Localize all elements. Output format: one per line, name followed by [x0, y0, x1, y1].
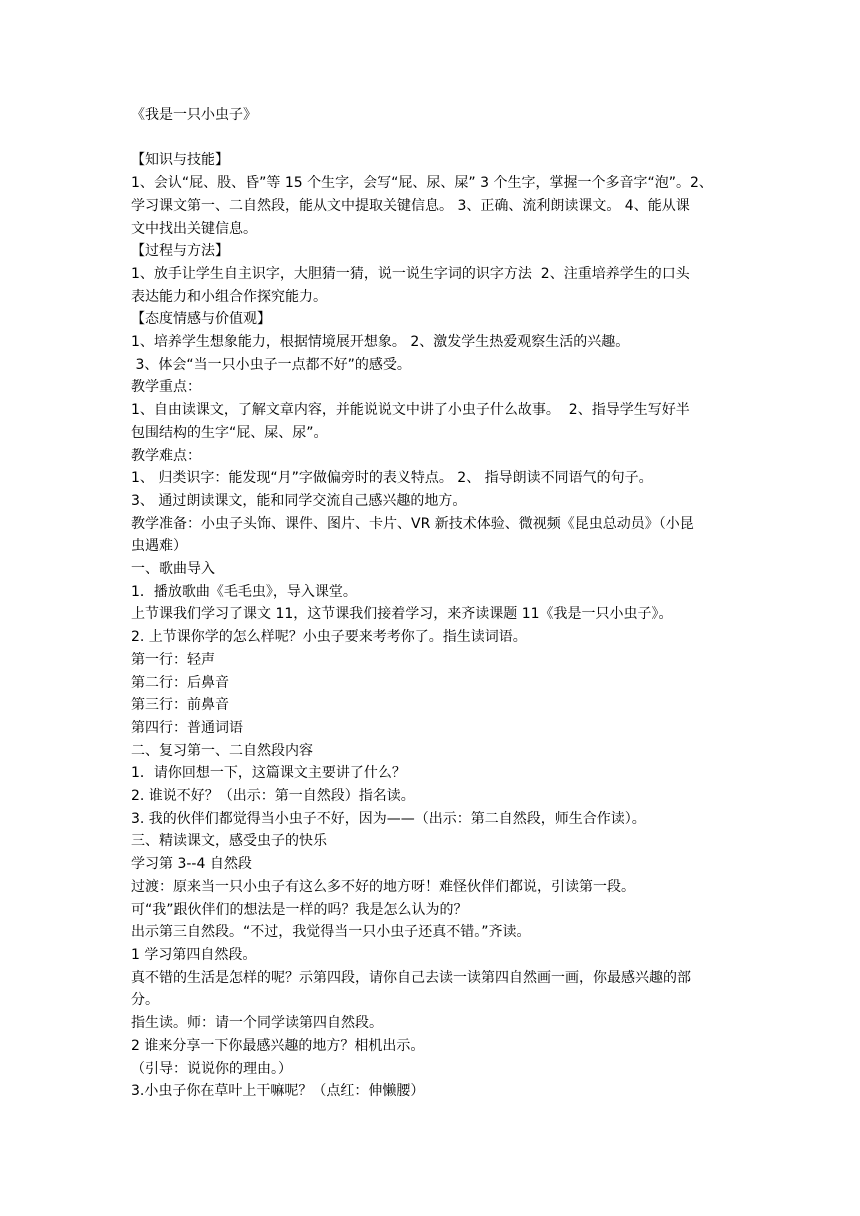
document-body	[131, 149, 731, 1103]
text-line: 分。	[131, 992, 159, 1009]
text-line: 包围结构的生字“屁、屎、尿”。	[131, 424, 328, 441]
text-line: 第三行：前鼻音	[131, 697, 229, 714]
text-line: 1、 归类识字：能发现“月”字做偏旁时的表义特点。 2、 指导朗读不同语气的句子。	[131, 470, 653, 487]
text-line: 第一行：轻声	[131, 651, 215, 668]
text-line: 第二行：后鼻音	[131, 674, 229, 691]
text-line: 1．请你回想一下，这篇课文主要讲了什么？	[131, 765, 406, 782]
text-line: 1、会认“屁、股、昏”等 15 个生字，会写“屁、尿、屎” 3 个生字，掌握一个多音字“泡”。2、	[131, 175, 713, 192]
text-line: 【知识与技能】	[131, 152, 229, 169]
text-line: 1 学习第四自然段。	[131, 947, 257, 963]
spacer	[131, 127, 731, 150]
text-line: 学习课文第一、二自然段，能从文中提取关键信息。 3、正确、流利朗读课文。 4、能从课	[131, 197, 690, 214]
text-line: 教学难点：	[131, 447, 201, 464]
text-line: 2. 谁说不好？（出示：第一自然段）指名读。	[131, 788, 415, 805]
text-line: 3.小虫子你在草叶上干嘛呢？（点红：伸懒腰）	[131, 1083, 425, 1100]
text-line: 出示第三自然段。“不过，我觉得当一只小虫子还真不错。”齐读。	[131, 924, 531, 941]
text-line: 三、精读课文，感受虫子的快乐	[131, 833, 327, 850]
text-line: 二、复习第一、二自然段内容	[131, 742, 313, 759]
text-line: 【态度情感与价值观】	[131, 311, 271, 328]
text-line: （引导：说说你的理由。）	[131, 1060, 292, 1077]
text-line: 【过程与方法】	[131, 243, 229, 260]
text-line: 虫遇难）	[131, 538, 187, 555]
text-line: 3. 我的伙伴们都觉得当小虫子不好，因为——（出示：第二自然段，师生合作读）。	[131, 810, 646, 827]
text-line: 文中找出关键信息。	[131, 220, 257, 237]
text-line: 3、 通过朗读课文，能和同学交流自己感兴趣的地方。	[131, 492, 467, 509]
text-line: 可“我”跟伙伴们的想法是一样的吗？我是怎么认为的？	[131, 901, 468, 918]
text-line: 教学重点：	[131, 379, 201, 396]
text-line: 1、放手让学生自主识字，大胆猜一猜，说一说生字词的识字方法 2、注重培养学生的口头	[131, 265, 690, 282]
text-line: 学习第 3--4 自然段	[131, 856, 252, 873]
text-line: 一、歌曲导入	[131, 561, 215, 578]
text-line: 第四行：普通词语	[131, 719, 243, 736]
text-line: 2 谁来分享一下你最感兴趣的地方？相机出示。	[131, 1037, 425, 1054]
text-line: 1．播放歌曲《毛毛虫》，导入课堂。	[131, 583, 357, 600]
text-line: 1、自由读课文，了解文章内容，并能说说文中讲了小虫子什么故事。 2、指导学生写好半	[131, 402, 690, 419]
text-line: 指生读。师：请一个同学读第四自然段。	[131, 1015, 383, 1032]
text-line: 上节课我们学习了课文 11，这节课我们接着学习，来齐读课题 11《我是一只小虫子》。	[131, 606, 673, 623]
text-line: 教学准备：小虫子头饰、课件、图片、卡片、VR 新技术体验、微视频《昆虫总动员》（小昆	[131, 515, 694, 532]
text-line: 真不错的生活是怎样的呢？示第四段，请你自己去读一读第四自然画一画，你最感兴趣的部	[131, 969, 691, 986]
document-title: 《我是一只小虫子》	[131, 107, 257, 123]
text-line: 表达能力和小组合作探究能力。	[131, 288, 327, 305]
text-line: 1、培养学生想象能力，根据情境展开想象。 2、激发学生热爱观察生活的兴趣。	[131, 334, 630, 351]
text-line: 2. 上节课你学的怎么样呢？小虫子要来考考你了。指生读词语。	[131, 629, 527, 646]
document-page	[131, 104, 731, 1103]
text-line: 过渡：原来当一只小虫子有这么多不好的地方呀！难怪伙伴们都说，引读第一段。	[131, 878, 635, 895]
text-line: 3、体会“当一只小虫子一点都不好”的感受。	[131, 356, 411, 373]
